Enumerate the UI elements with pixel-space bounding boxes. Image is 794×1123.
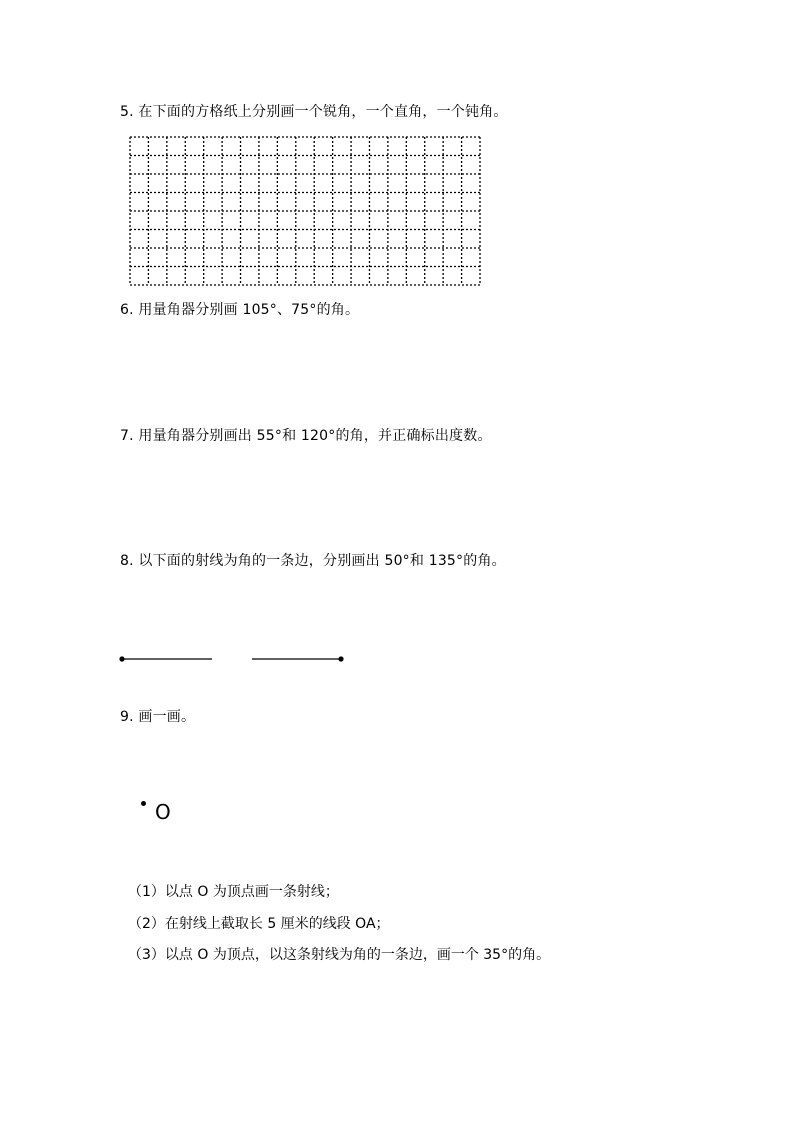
- question-9-task-2: （2）在射线上截取长 5 厘米的线段 OA；: [128, 916, 390, 932]
- given-rays: [110, 648, 360, 670]
- question-6: 6. 用量角器分别画 105°、75°的角。: [120, 302, 360, 318]
- question-9-task-1: （1）以点 O 为顶点画一条射线；: [128, 884, 339, 900]
- question-7: 7. 用量角器分别画出 55°和 120°的角，并正确标出度数。: [120, 428, 492, 444]
- dotted-grid-paper: [129, 136, 481, 286]
- point-o-dot: [141, 801, 146, 806]
- question-9-task-3: （3）以点 O 为顶点，以这条射线为角的一条边，画一个 35°的角。: [128, 947, 551, 963]
- question-8: 8. 以下面的射线为角的一条边，分别画出 50°和 135°的角。: [120, 553, 506, 569]
- question-9: 9. 画一画。: [120, 709, 196, 725]
- ray-right-endpoint: [338, 656, 343, 661]
- question-5: 5. 在下面的方格纸上分别画一个锐角，一个直角，一个钝角。: [120, 104, 508, 120]
- point-o-label: O: [155, 800, 171, 824]
